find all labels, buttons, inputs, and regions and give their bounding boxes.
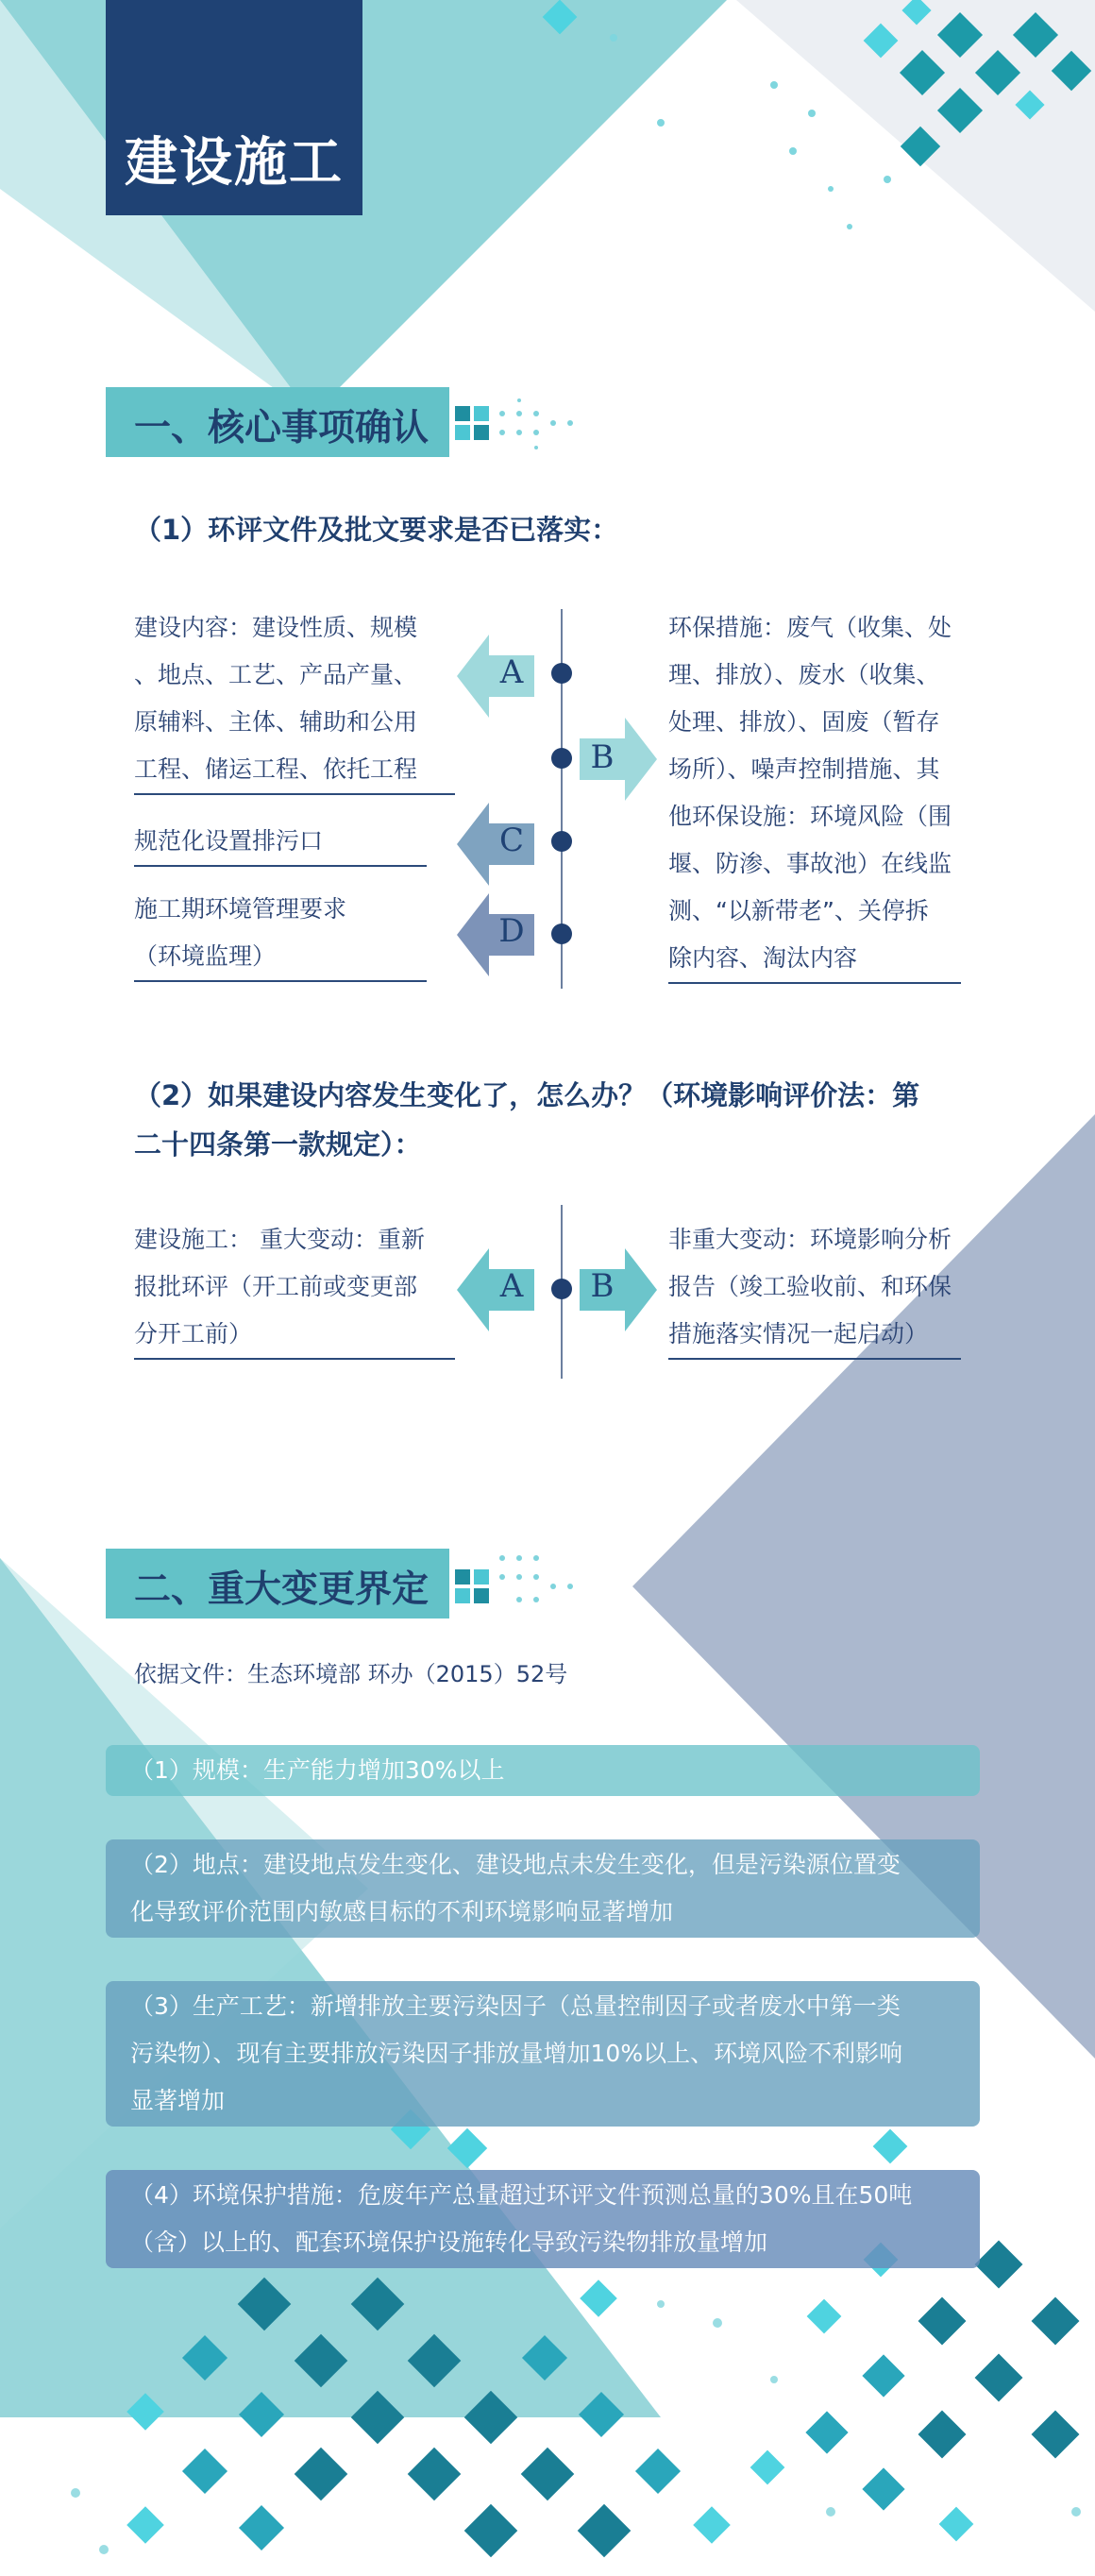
item-d-text: 施工期环境管理要求 （环境监理） — [134, 886, 427, 982]
section2-heading — [106, 1549, 449, 1618]
letter-b: B — [590, 738, 615, 776]
timeline1-dot-a — [551, 663, 572, 684]
item-a-text: 建设内容：建设性质、规模 、地点、工艺、产品产量、 原辅料、主体、辅助和公用 工程、储运工程、依托工程 — [134, 604, 455, 795]
timeline1-dot-c — [551, 831, 572, 852]
page-title: 建设施工 — [125, 132, 344, 194]
title-box — [106, 0, 362, 215]
item-b-text: 环保措施：废气（收集、处 理、排放）、废水（收集、 处理、排放）、固废（暂存 场所）、噪声控制措施、其 他环保设施：环境风险（围 堰、防渗、事故池）在线监 测、“以新带老”、关停拆 除内容、淘汰内容 — [668, 604, 961, 984]
question1: （1）环评文件及批文要求是否已落实： — [134, 514, 619, 546]
letter-a: A — [499, 653, 524, 691]
timeline1-dot-d — [551, 924, 572, 944]
timeline2-dot — [551, 1279, 572, 1299]
heading2-dots-decoration — [453, 1551, 604, 1613]
q2-letter-a: A — [499, 1267, 524, 1305]
section2-heading-text: 二、重大变更界定 — [134, 1568, 430, 1611]
section1-heading — [106, 387, 449, 457]
basis-document: 依据文件：生态环境部 环办（2015）52号 — [134, 1661, 568, 1687]
q2-letter-b: B — [590, 1267, 615, 1305]
change-item-scale: （1）规模：生产能力增加30%以上 — [106, 1745, 980, 1796]
item-c-text: 规范化设置排污口 — [134, 818, 427, 867]
change-item-protection: （4）环境保护措施：危废年产总量超过环评文件预测总量的30%且在50吨 （含）以上的、配套环境保护设施转化导致污染物排放量增加 — [106, 2170, 980, 2268]
letter-c: C — [498, 822, 524, 859]
question2: （2）如果建设内容发生变化了，怎么办？（环境影响评价法：第 二十四条第一款规定）： — [134, 1079, 920, 1161]
section1-heading-text: 一、核心事项确认 — [134, 407, 430, 449]
change-item-location: （2）地点：建设地点发生变化、建设地点未发生变化，但是污染源位置变 化导致评价范围内敏感目标的不利环境影响显著增加 — [106, 1839, 980, 1938]
change-item-process: （3）生产工艺：新增排放主要污染因子（总量控制因子或者废水中第一类 污染物）、现有主要排放污染因子排放量增加10%以上、环境风险不利影响 显著增加 — [106, 1981, 980, 2127]
heading1-dots-decoration — [453, 395, 604, 457]
letter-d: D — [498, 912, 525, 950]
q2-item-a-text: 建设施工： 重大变动：重新 报批环评（开工前或变更部 分开工前） — [134, 1216, 455, 1360]
q2-item-b-text: 非重大变动：环境影响分析 报告（竣工验收前、和环保 措施落实情况一起启动） — [668, 1216, 961, 1360]
timeline1-dot-b — [551, 748, 572, 769]
